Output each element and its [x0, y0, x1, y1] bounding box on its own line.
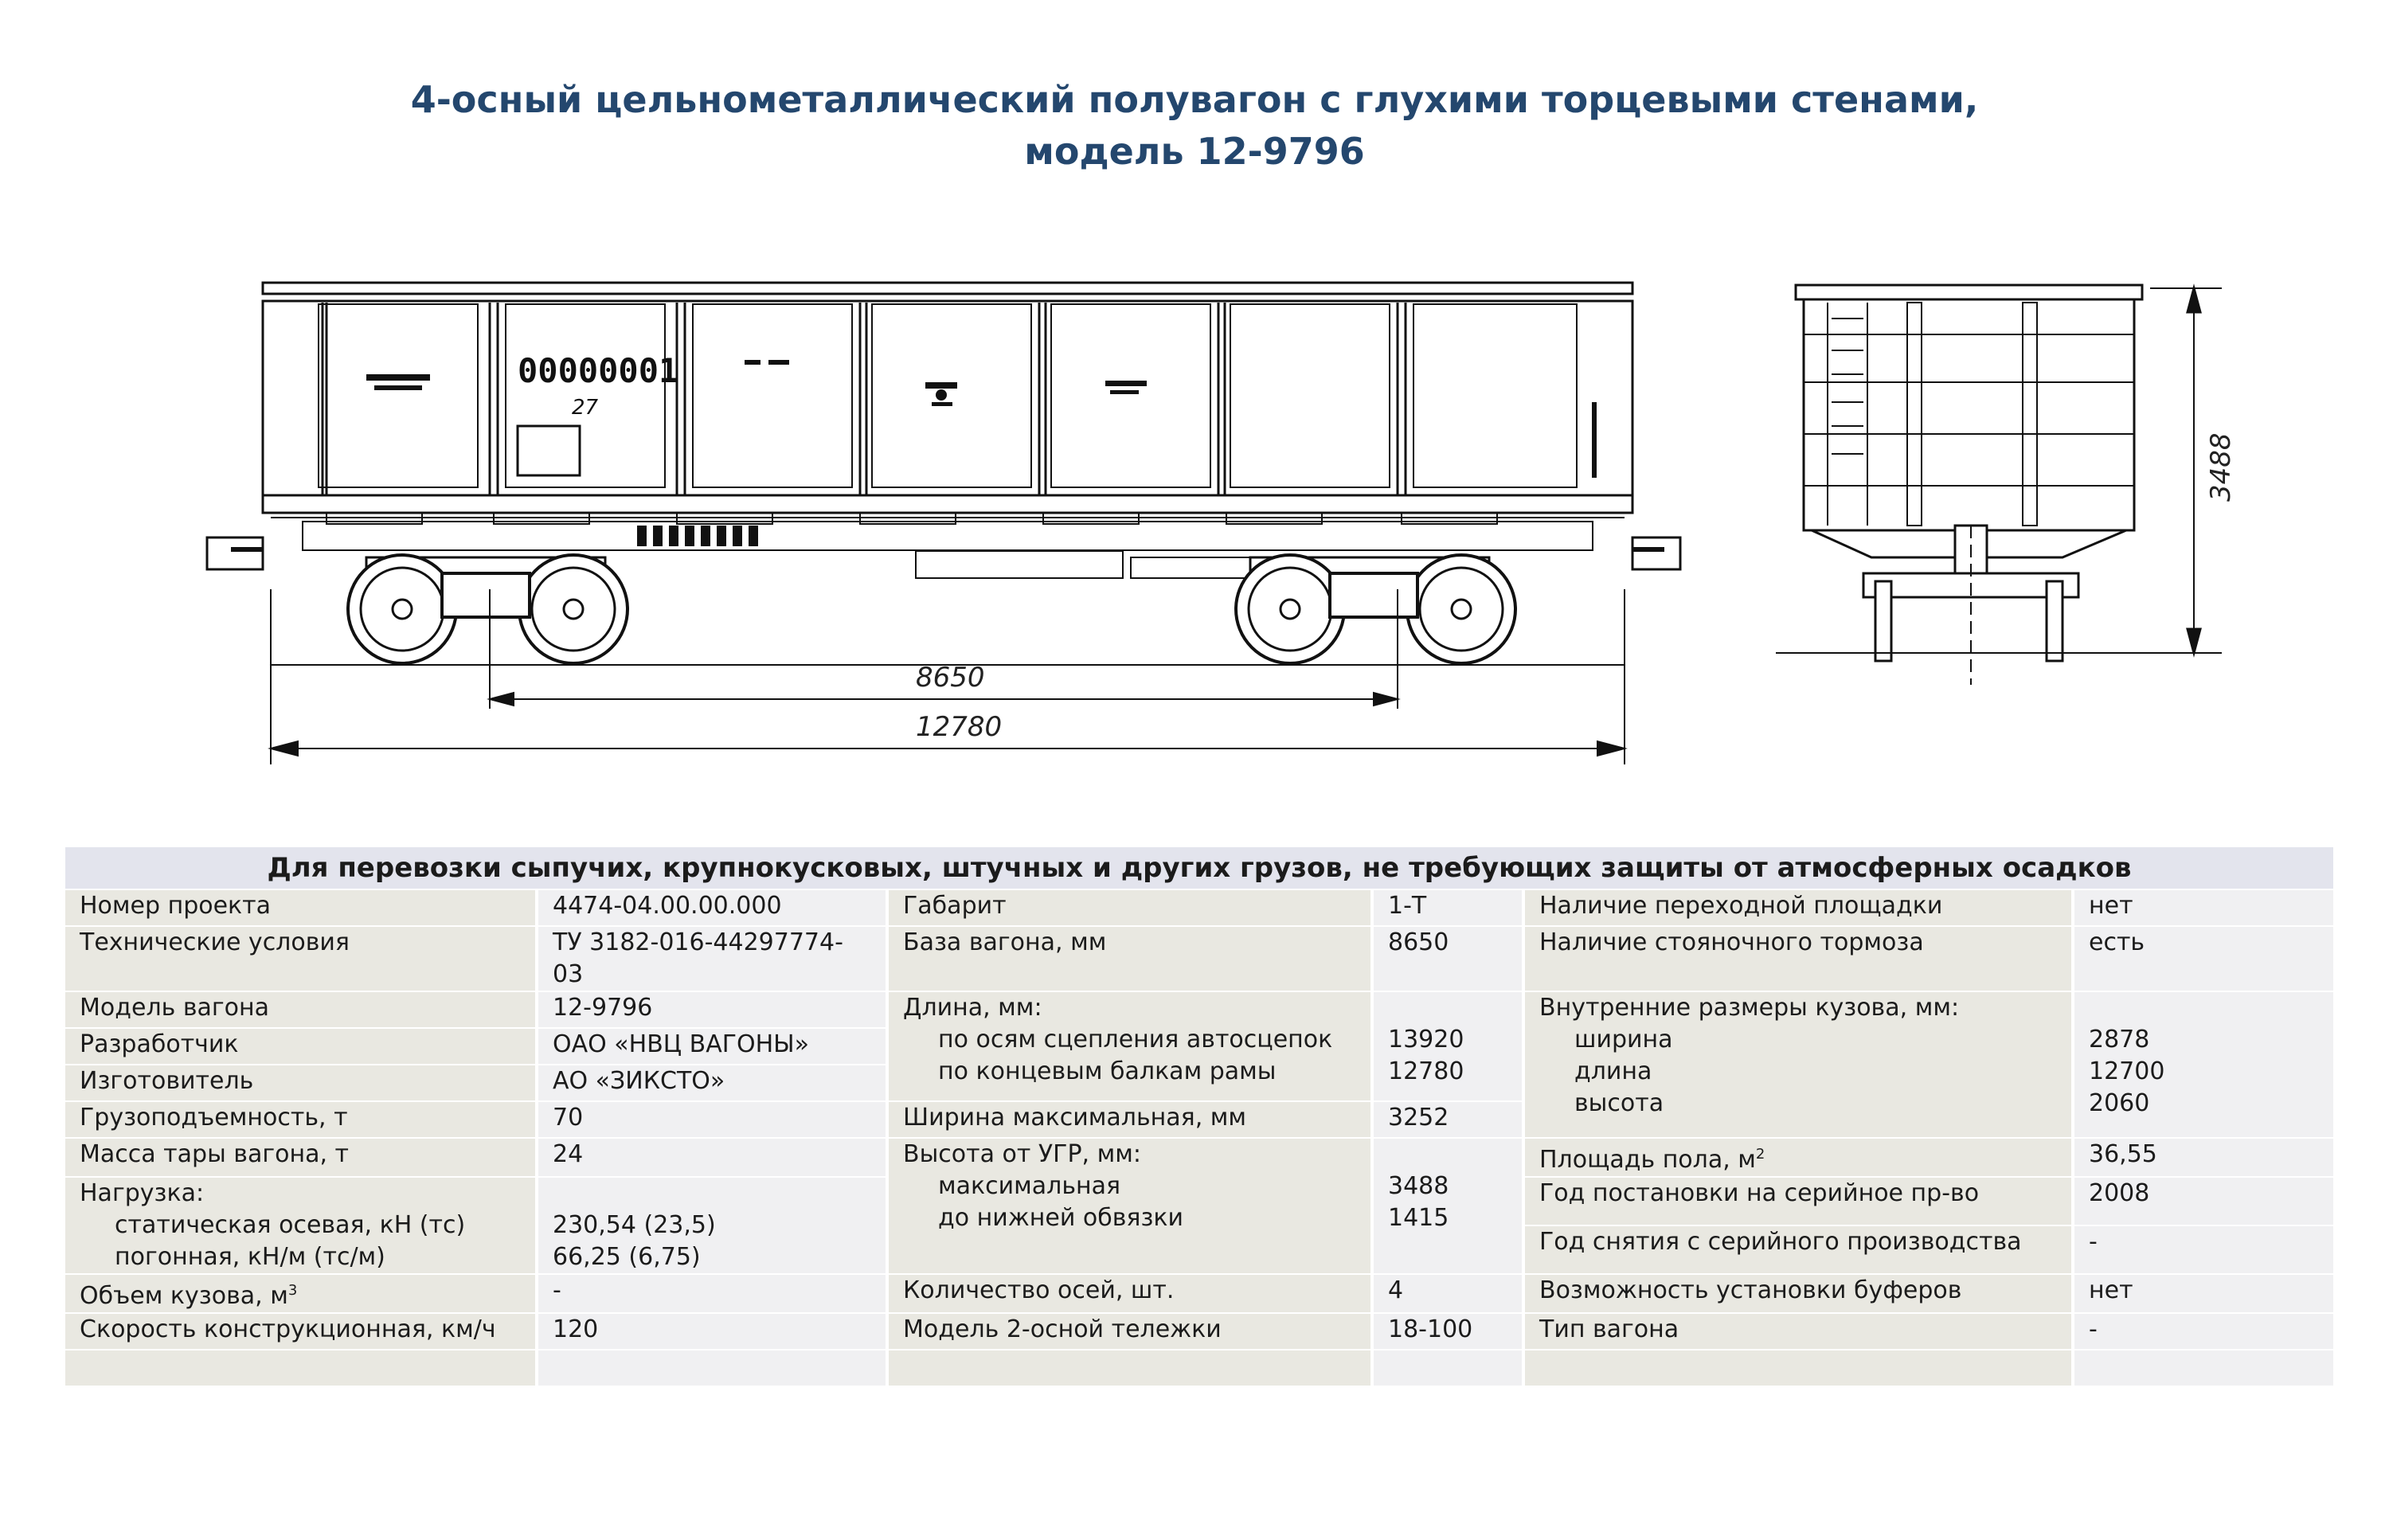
value-transition-platform: нет	[2074, 890, 2333, 925]
label-capacity: Грузоподъемность, т	[65, 1102, 535, 1137]
empty-cell	[1525, 1350, 2071, 1386]
value-serial-start: 2008	[2074, 1178, 2333, 1225]
bogie-left	[348, 555, 628, 663]
value-manufacturer: АО «ЗИКСТО»	[538, 1065, 886, 1100]
length-group-labels	[889, 992, 1370, 1100]
value-parking-brake: есть	[2074, 927, 2333, 991]
car-sub-marking: 27	[572, 396, 599, 420]
label-tare-mass: Масса тары вагона, т	[65, 1139, 535, 1176]
label-length-couplers: по осям сцепления автосцепок	[938, 1026, 1333, 1053]
value-length-couplers: 13920	[1388, 1026, 1464, 1053]
label-max-width: Ширина максимальная, мм	[889, 1102, 1370, 1137]
label-inner-width: ширина	[1574, 1026, 1673, 1053]
label-gauge: Габарит	[889, 890, 1370, 925]
page-title-line2: модель 12-9796	[1024, 130, 1365, 173]
label-tech-conditions: Технические условия	[65, 927, 535, 991]
label-height-lower: до нижней обвязки	[938, 1204, 1184, 1232]
label-length: Длина, мм:	[903, 994, 1042, 1022]
label-floor-area: Площадь пола, $м^2$	[1525, 1139, 2071, 1176]
value-wagon-model: 12-9796	[538, 992, 886, 1027]
value-gauge: 1-Т	[1374, 890, 1522, 925]
load-group-values	[538, 1178, 886, 1273]
load-group-labels	[65, 1178, 535, 1273]
inner-size-group-labels	[1525, 992, 2071, 1137]
label-developer: Разработчик	[65, 1029, 535, 1064]
value-bogie-model: 18-100	[1374, 1314, 1522, 1349]
height-group-values	[1374, 1139, 1522, 1273]
label-parking-brake: Наличие стояночного тормоза	[1525, 927, 2071, 991]
value-floor-area: 36,55	[2074, 1139, 2333, 1176]
value-wagon-type: -	[2074, 1314, 2333, 1349]
label-bogie-model: Модель 2-осной тележки	[889, 1314, 1370, 1349]
label-buffers: Возможность установки буферов	[1525, 1275, 2071, 1312]
dim-height-label: 3488	[2205, 432, 2237, 502]
side-view	[207, 283, 1680, 764]
label-load-linear: погонная, кН/м (тс/м)	[115, 1243, 385, 1271]
value-buffers: нет	[2074, 1275, 2333, 1312]
label-transition-platform: Наличие переходной площадки	[1525, 890, 2071, 925]
label-serial-start: Год постановки на серийное пр-во	[1525, 1178, 2071, 1225]
height-group-labels	[889, 1139, 1370, 1273]
value-max-width: 3252	[1374, 1102, 1522, 1137]
label-height: Высота от УГР, мм:	[903, 1140, 1141, 1168]
label-body-volume: Объем кузова, $м^3$	[65, 1275, 535, 1312]
label-load: Нагрузка:	[80, 1179, 205, 1207]
empty-cell	[65, 1350, 535, 1386]
spec-table-header: Для перевозки сыпучих, крупнокусковых, штучных и других грузов, не требующих защиты от атмосферных осадков	[65, 847, 2333, 889]
label-length-end-beams: по концевым балкам рамы	[938, 1057, 1277, 1085]
value-length-end-beams: 12780	[1388, 1057, 1464, 1085]
inner-size-group-values	[2074, 992, 2333, 1137]
label-wagon-type: Тип вагона	[1525, 1314, 2071, 1349]
length-group-values	[1374, 992, 1522, 1100]
empty-cell	[889, 1350, 1370, 1386]
label-design-speed: Скорость конструкционная, км/ч	[65, 1314, 535, 1349]
value-load-linear: 66,25 (6,75)	[553, 1243, 701, 1271]
car-number-marking: 00000001	[518, 351, 679, 390]
label-wagon-model: Модель вагона	[65, 992, 535, 1027]
value-capacity: 70	[538, 1102, 886, 1137]
label-height-max: максимальная	[938, 1172, 1121, 1200]
bogie-right	[1236, 555, 1515, 663]
value-developer: ОАО «НВЦ ВАГОНЫ»	[538, 1029, 886, 1064]
value-inner-length: 12700	[2089, 1057, 2165, 1085]
label-inner-length: длина	[1574, 1057, 1652, 1085]
value-serial-end: -	[2074, 1226, 2333, 1273]
dim-base-label: 8650	[916, 662, 985, 694]
value-design-speed: 120	[538, 1314, 886, 1349]
label-inner-size: Внутренние размеры кузова, мм:	[1539, 994, 1960, 1022]
value-body-volume: -	[538, 1275, 886, 1312]
label-serial-end: Год снятия с серийного производства	[1525, 1226, 2071, 1273]
value-load-static: 230,54 (23,5)	[553, 1211, 716, 1239]
value-project-number: 4474-04.00.00.000	[538, 890, 886, 925]
end-view	[1776, 285, 2237, 685]
page-title-line1: 4-осный цельнометаллический полувагон с глухими торцевыми стенами,	[410, 78, 1979, 121]
label-inner-height: высота	[1574, 1089, 1664, 1117]
empty-cell	[538, 1350, 886, 1386]
dim-length-label: 12780	[916, 711, 1003, 743]
label-wagon-base: База вагона, мм	[889, 927, 1370, 991]
empty-cell	[1374, 1350, 1522, 1386]
value-wagon-base: 8650	[1374, 927, 1522, 991]
label-project-number: Номер проекта	[65, 890, 535, 925]
wagon-drawing	[0, 239, 2389, 812]
value-tech-conditions: ТУ 3182-016-44297774-03	[538, 927, 886, 991]
value-inner-width: 2878	[2089, 1026, 2150, 1053]
value-height-max: 3488	[1388, 1172, 1449, 1200]
value-height-lower: 1415	[1388, 1204, 1449, 1232]
label-axle-count: Количество осей, шт.	[889, 1275, 1370, 1312]
empty-cell	[2074, 1350, 2333, 1386]
label-load-static: статическая осевая, кН (тс)	[115, 1211, 466, 1239]
value-axle-count: 4	[1374, 1275, 1522, 1312]
label-manufacturer: Изготовитель	[65, 1065, 535, 1100]
value-tare-mass: 24	[538, 1139, 886, 1176]
value-inner-height: 2060	[2089, 1089, 2150, 1117]
spec-table	[62, 846, 2336, 1387]
